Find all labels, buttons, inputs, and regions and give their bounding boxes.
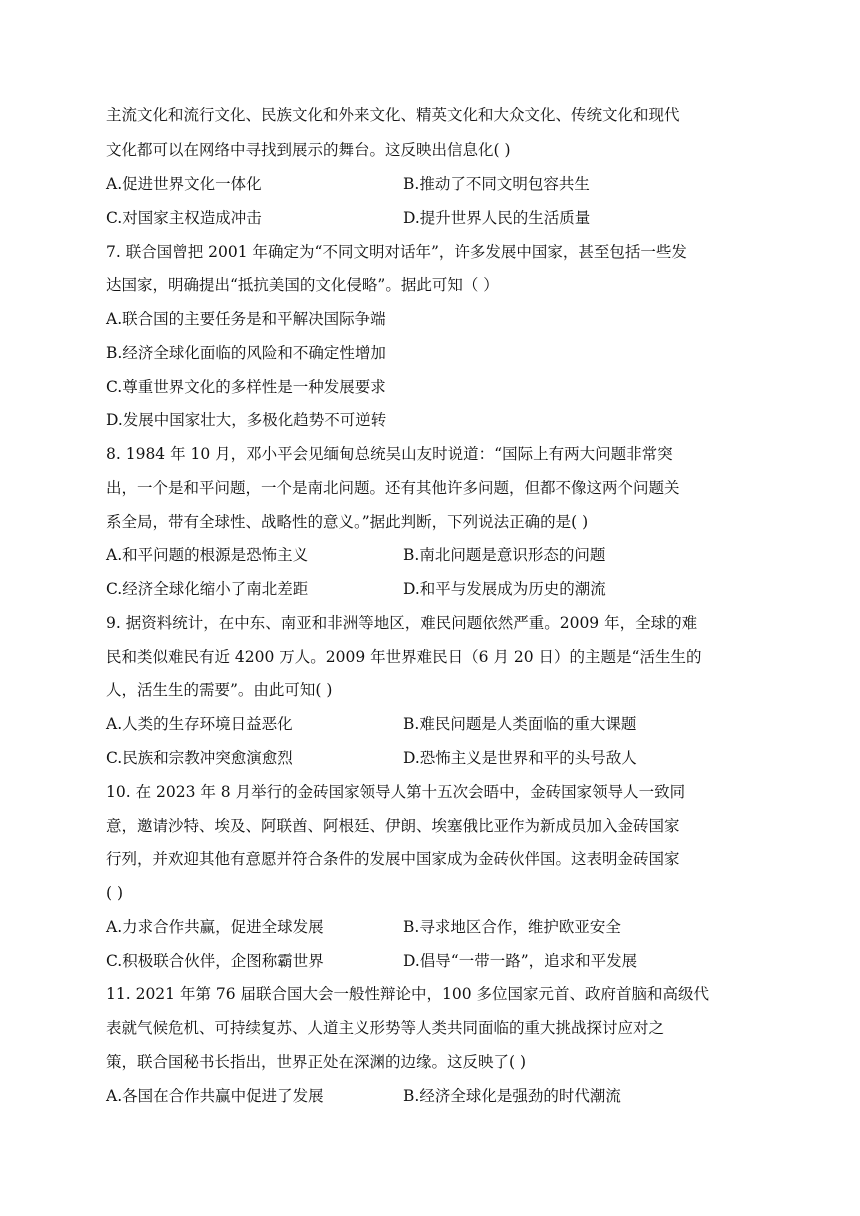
question-8-text: 8. 1984 年 10 月，邓小平会见缅甸总统吴山友时说道：“国际上有两大问题非常突 (106, 445, 673, 463)
option-b: B.难民问题是人类面临的重大课题 (403, 715, 637, 733)
option-b: B.南北问题是意识形态的问题 (403, 546, 606, 564)
option-c: C.对国家主权造成冲击 (106, 209, 262, 227)
option-d: D.倡导“一带一路”，追求和平发展 (403, 952, 638, 970)
question-11-text: 11. 2021 年第 76 届联合国大会一般性辩论中，100 多位国家元首、政府首脑和高级代 (106, 985, 710, 1003)
option-c: C.经济全球化缩小了南北差距 (106, 580, 309, 598)
question-10-text: 10. 在 2023 年 8 月举行的金砖国家领导人第十五次会晤中，金砖国家领导人一致同 (106, 783, 686, 801)
option-d: D.和平与发展成为历史的潮流 (403, 580, 606, 598)
question-11-text: 表就气候危机、可持续复苏、人道主义形势等人类共同面临的重大挑战探讨应对之 (106, 1019, 665, 1037)
option-b: B.推动了不同文明包容共生 (403, 175, 590, 193)
option-d: D.发展中国家壮大，多极化趋势不可逆转 (106, 411, 387, 429)
option-a: A.人类的生存环境日益恶化 (106, 715, 293, 733)
option-a: A.力求合作共赢，促进全球发展 (106, 918, 324, 936)
option-a: A.促进世界文化一体化 (106, 175, 262, 193)
question-9-text: 人，活生生的需要”。由此可知( ) (106, 681, 333, 699)
question-10-text: ( ) (106, 884, 124, 902)
question-text-line: 文化都可以在网络中寻找到展示的舞台。这反映出信息化( ) (106, 141, 511, 159)
question-9-text: 民和类似难民有近 4200 万人。2009 年世界难民日（6 月 20 日）的主题是“活生生的 (106, 648, 702, 666)
option-d: D.恐怖主义是世界和平的头号敌人 (403, 749, 637, 767)
question-7-text: 7. 联合国曾把 2001 年确定为“不同文明对话年”，许多发展中国家，甚至包括一些发 (106, 243, 687, 261)
question-9-text: 9. 据资料统计，在中东、南亚和非洲等地区，难民问题依然严重。2009 年，全球的难 (106, 614, 698, 632)
question-7-text: 达国家，明确提出“抵抗美国的文化侵略”。据此可知（ ） (106, 276, 499, 294)
question-8-text: 系全局，带有全球性、战略性的意义。”据此判断，下列说法正确的是( ) (106, 513, 589, 531)
option-a: A.各国在合作共赢中促进了发展 (106, 1087, 324, 1105)
option-c: C.尊重世界文化的多样性是一种发展要求 (106, 378, 386, 396)
option-a: A.和平问题的根源是恐怖主义 (106, 546, 309, 564)
question-10-text: 行列，并欢迎其他有意愿并符合条件的发展中国家成为金砖伙伴国。这表明金砖国家 (106, 850, 680, 868)
option-a: A.联合国的主要任务是和平解决国际争端 (106, 310, 386, 328)
question-text-line: 主流文化和流行文化、民族文化和外来文化、精英文化和大众文化、传统文化和现代 (106, 106, 680, 124)
option-c: C.积极联合伙伴，企图称霸世界 (106, 952, 324, 970)
option-b: B.经济全球化是强劲的时代潮流 (403, 1087, 621, 1105)
question-10-text: 意，邀请沙特、埃及、阿联酋、阿根廷、伊朗、埃塞俄比亚作为新成员加入金砖国家 (106, 817, 680, 835)
option-c: C.民族和宗教冲突愈演愈烈 (106, 749, 293, 767)
option-b: B.经济全球化面临的风险和不确定性增加 (106, 344, 386, 362)
option-b: B.寻求地区合作，维护欧亚安全 (403, 918, 621, 936)
question-8-text: 出，一个是和平问题，一个是南北问题。还有其他许多问题，但都不像这两个问题关 (106, 479, 680, 497)
option-d: D.提升世界人民的生活质量 (403, 209, 591, 227)
question-11-text: 策，联合国秘书长指出，世界正处在深渊的边缘。这反映了( ) (106, 1053, 527, 1071)
